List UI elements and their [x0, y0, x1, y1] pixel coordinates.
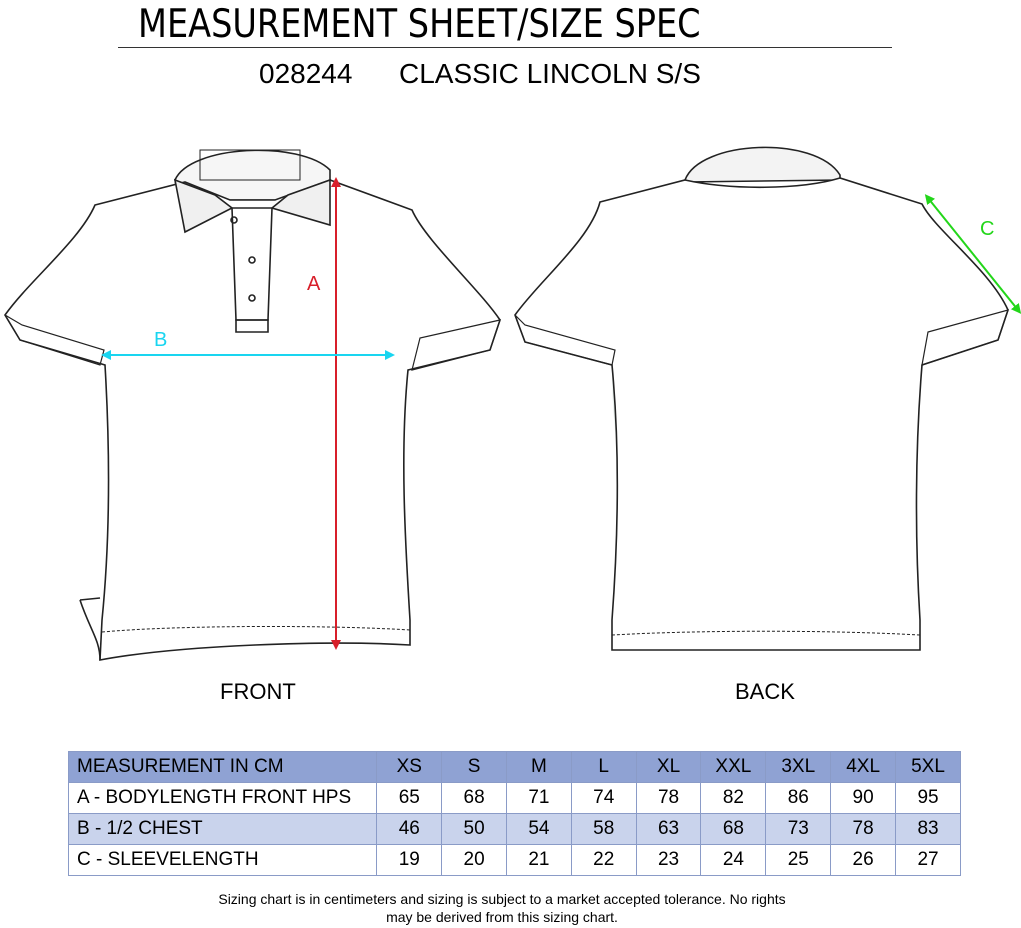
cell: 83 [896, 814, 961, 845]
footnote-line-2: may be derived from this sizing chart. [386, 909, 618, 925]
cell: 26 [831, 845, 896, 876]
title-rule [118, 47, 892, 48]
cell: 71 [507, 783, 572, 814]
row-label: C - SLEEVELENGTH [69, 845, 377, 876]
cell: 25 [766, 845, 831, 876]
cell: 65 [377, 783, 442, 814]
size-header: S [442, 752, 507, 783]
footnote-line-1: Sizing chart is in centimeters and sizing is subject to a market accepted tolerance. No rights [218, 891, 786, 907]
cell: 95 [896, 783, 961, 814]
cell: 20 [442, 845, 507, 876]
marker-c: C [980, 218, 995, 240]
product-name: CLASSIC LINCOLN S/S [399, 58, 701, 89]
cell: 90 [831, 783, 896, 814]
cell: 68 [701, 814, 766, 845]
cell: 22 [571, 845, 636, 876]
table-header-row [69, 752, 961, 783]
size-spec-table [68, 751, 961, 876]
cell: 63 [636, 814, 701, 845]
product-subtitle [0, 58, 1021, 92]
back-label: BACK [735, 679, 795, 704]
footnote [0, 890, 1004, 926]
cell: 21 [507, 845, 572, 876]
cell: 82 [701, 783, 766, 814]
garment-illustration [0, 120, 1021, 680]
table-row [69, 814, 961, 845]
size-header: L [571, 752, 636, 783]
cell: 24 [701, 845, 766, 876]
cell: 23 [636, 845, 701, 876]
front-shirt [5, 150, 500, 660]
cell: 58 [571, 814, 636, 845]
cell: 74 [571, 783, 636, 814]
size-header: XL [636, 752, 701, 783]
title-area [118, 0, 892, 48]
cell: 46 [377, 814, 442, 845]
table-row [69, 845, 961, 876]
size-header: 5XL [896, 752, 961, 783]
cell: 54 [507, 814, 572, 845]
front-label: FRONT [220, 679, 296, 704]
row-label: B - 1/2 CHEST [69, 814, 377, 845]
product-code: 028244 [259, 58, 353, 89]
size-header: 4XL [831, 752, 896, 783]
cell: 19 [377, 845, 442, 876]
cell: 86 [766, 783, 831, 814]
back-shirt [515, 147, 1008, 650]
cell: 78 [831, 814, 896, 845]
size-header: XXL [701, 752, 766, 783]
size-header: 3XL [766, 752, 831, 783]
cell: 68 [442, 783, 507, 814]
size-header: XS [377, 752, 442, 783]
cell: 78 [636, 783, 701, 814]
cell: 50 [442, 814, 507, 845]
row-label: A - BODYLENGTH FRONT HPS [69, 783, 377, 814]
page-title: MEASUREMENT SHEET/SIZE SPEC [138, 2, 701, 47]
marker-a: A [307, 273, 321, 295]
cell: 27 [896, 845, 961, 876]
measurement-header: MEASUREMENT IN CM [69, 752, 377, 783]
size-header: M [507, 752, 572, 783]
cell: 73 [766, 814, 831, 845]
table-row [69, 783, 961, 814]
marker-b: B [154, 329, 168, 351]
